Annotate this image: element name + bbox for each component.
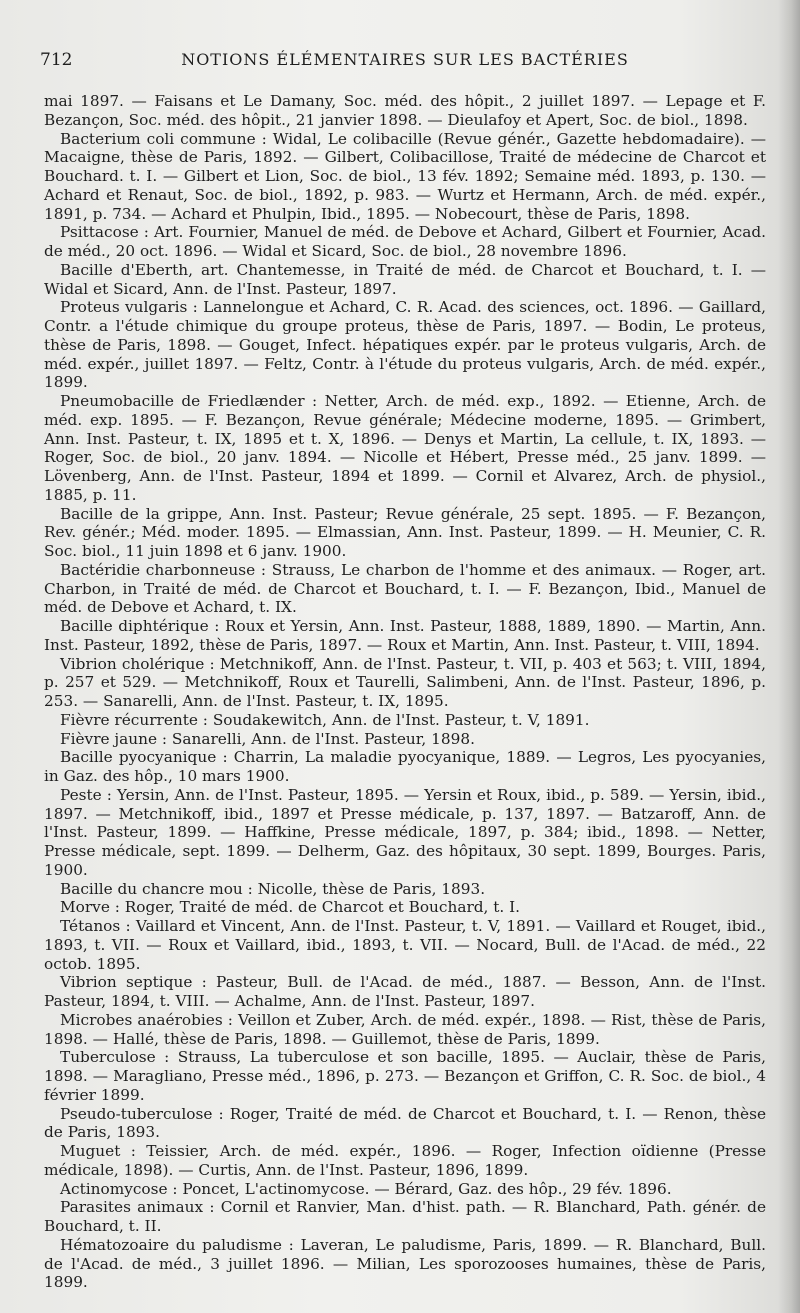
bibliography-paragraph: Morve : Roger, Traité de méd. de Charcot et Bouchard, t. I. — [60, 898, 521, 917]
bibliography-paragraph: mai 1897. — Faisans et Le Damany, Soc. méd. des hôpit., 2 juillet 1897. — Lepage et F. Bezançon, Soc. méd. des hôpit., 21 janvier 1898. — Dieulafoy et Apert, Soc. de biol., 1898. — [44, 92, 766, 129]
bibliography-paragraph: Bacille de la grippe, Ann. Inst. Pasteur; Revue générale, 25 sept. 1895. — F. Bezançon, Rev. génér.; Méd. moder. 1895. — Elmassian, Ann. Inst. Pasteur, 1899. — H. Meunier, C. R. Soc. biol., 11 juin 1898 et 6 janv. 1900. — [44, 504, 766, 560]
bibliography-paragraph: Muguet : Teissier, Arch. de méd. expér., 1896. — Roger, Infection oïdienne (Presse médicale, 1898). — Curtis, Ann. de l'Inst. Pasteur, 1896, 1899. — [44, 1142, 766, 1179]
bibliography-paragraph: Bacterium coli commune : Widal, Le colibacille (Revue génér., Gazette hebdomadaire). — Macaigne, thèse de Paris, 1892. — Gilbert, Colibacillose, Traité de médecine de Charcot et Bouchard. t. I. — Gilbert et Lion, Soc. de biol., 13 fév. 1892; Semaine méd. 1893, p. 130. — Achard et Renaut, Soc. de biol., 1892, p. 983. — Wurtz et Hermann, Arch. de méd. expér., 1891, p. 734. — Achard et Phulpin, Ibid., 1895. — Nobecourt, thèse de Paris, 1898. — [44, 129, 766, 223]
bibliography-paragraph: Pseudo-tuberculose : Roger, Traité de méd. de Charcot et Bouchard, t. I. — Renon, thèse de Paris, 1893. — [44, 1104, 766, 1142]
page-header — [40, 50, 770, 74]
running-title: NOTIONS ÉLÉMENTAIRES SUR LES BACTÉRIES — [181, 50, 629, 69]
bibliography-paragraph: Microbes anaérobies : Veillon et Zuber, Arch. de méd. expér., 1898. — Rist, thèse de Paris, 1898. — Hallé, thèse de Paris, 1898. — Guillemot, thèse de Paris, 1899. — [44, 1010, 766, 1048]
bibliography-paragraph: Tétanos : Vaillard et Vincent, Ann. de l'Inst. Pasteur, t. V, 1891. — Vaillard et Rouget, ibid., 1893, t. VII. — Roux et Vaillard, ibid., 1893, t. VII. — Nocard, Bull. de l'Acad. de méd., 22 octob. 1895. — [44, 917, 766, 973]
bibliography-paragraph: Pneumobacille de Friedlænder : Netter, Arch. de méd. exp., 1892. — Etienne, Arch. de méd. exp. 1895. — F. Bezançon, Revue générale; Médecine moderne, 1895. — Grimbert, Ann. Inst. Pasteur, t. IX, 1895 et t. X, 1896. — Denys et Martin, La cellule, t. IX, 1893. — Roger, Soc. de biol., 20 janv. 1894. — Nicolle et Hébert, Presse méd., 25 janv. 1899. — Lövenberg, Ann. de l'Inst. Pasteur, 1894 et 1899. — Cornil et Alvarez, Arch. de physiol., 1885, p. 11. — [44, 392, 766, 504]
bibliography-paragraph: Bacille pyocyanique : Charrin, La maladie pyocyanique, 1889. — Legros, Les pyocyanies, in Gaz. des hôp., 10 mars 1900. — [44, 748, 766, 785]
page-gutter-shadow — [778, 0, 800, 1313]
bibliography-paragraph: Bacille du chancre mou : Nicolle, thèse de Paris, 1893. — [60, 879, 486, 898]
bibliography-paragraph: Vibrion cholérique : Metchnikoff, Ann. de l'Inst. Pasteur, t. VII, p. 403 et 563; t. VIII, 1894, p. 257 et 529. — Metchnikoff, Roux et Taurelli, Salimbeni, Ann. de l'Inst. Pasteur, 1896, p. 253. — Sanarelli, Ann. de l'Inst. Pasteur, t. IX, 1895. — [44, 654, 766, 710]
bibliography-paragraph: Hématozoaire du paludisme : Laveran, Le paludisme, Paris, 1899. — R. Blanchard, Bull. de l'Acad. de méd., 3 juillet 1896. — Milian, Les sporozooses humaines, thèse de Paris, 1899. — [44, 1235, 766, 1292]
bibliography-paragraph: Proteus vulgaris : Lannelongue et Achard, C. R. Acad. des sciences, oct. 1896. — Gaillard, Contr. a l'étude chimique du groupe proteus, thèse de Paris, 1897. — Bodin, Le proteus, thèse de Paris, 1898. — Gouget, Infect. hépatiques expér. par le proteus vulgaris, Arch. de méd. expér., juillet 1897. — Feltz, Contr. à l'étude du proteus vulgaris, Arch. de méd. expér., 1899. — [44, 298, 766, 392]
bibliography-paragraph: Fièvre jaune : Sanarelli, Ann. de l'Inst. Pasteur, 1898. — [60, 729, 475, 748]
bibliography-paragraph: Bactéridie charbonneuse : Strauss, Le charbon de l'homme et des animaux. — Roger, art. Charbon, in Traité de méd. de Charcot et Bouchard, t. I. — F. Bezançon, Ibid., Manuel de méd. de Debove et Achard, t. IX. — [44, 560, 766, 617]
bibliography-text — [44, 92, 766, 1292]
bibliography-paragraph: Bacille diphtérique : Roux et Yersin, Ann. Inst. Pasteur, 1888, 1889, 1890. — Martin, Ann. Inst. Pasteur, 1892, thèse de Paris, 1897. — Roux et Martin, Ann. Inst. Pasteur, t. VIII, 1894. — [44, 617, 766, 654]
bibliography-paragraph: Fièvre récurrente : Soudakewitch, Ann. de l'Inst. Pasteur, t. V, 1891. — [60, 710, 590, 729]
bibliography-paragraph: Vibrion septique : Pasteur, Bull. de l'Acad. de méd., 1887. — Besson, Ann. de l'Inst. Pasteur, 1894, t. VIII. — Achalme, Ann. de l'Inst. Pasteur, 1897. — [44, 973, 766, 1010]
bibliography-paragraph: Bacille d'Eberth, art. Chantemesse, in Traité de méd. de Charcot et Bouchard, t. I. — Widal et Sicard, Ann. de l'Inst. Pasteur, 1897. — [44, 260, 766, 298]
page-number: 712 — [40, 50, 73, 70]
bibliography-paragraph: Parasites animaux : Cornil et Ranvier, Man. d'hist. path. — R. Blanchard, Path. génér. de Bouchard, t. II. — [44, 1198, 766, 1235]
bibliography-paragraph: Peste : Yersin, Ann. de l'Inst. Pasteur, 1895. — Yersin et Roux, ibid., p. 589. — Yersin, ibid., 1897. — Metchnikoff, ibid., 1897 et Presse médicale, p. 137, 1897. — Batzaroff, Ann. de l'Inst. Pasteur, 1899. — Haffkine, Presse médicale, 1897, p. 384; ibid., 1898. — Netter, Presse médicale, sept. 1899. — Delherm, Gaz. des hôpitaux, 30 sept. 1899, Bourges. Paris, 1900. — [44, 785, 766, 879]
bibliography-paragraph: Tuberculose : Strauss, La tuberculose et son bacille, 1895. — Auclair, thèse de Paris, 1898. — Maragliano, Presse méd., 1896, p. 273. — Bezançon et Griffon, C. R. Soc. de biol., 4 février 1899. — [44, 1048, 766, 1104]
bibliography-paragraph: Psittacose : Art. Fournier, Manuel de méd. de Debove et Achard, Gilbert et Fournier, Acad. de méd., 20 oct. 1896. — Widal et Sicard, Soc. de biol., 28 novembre 1896. — [44, 223, 766, 260]
bibliography-paragraph: Actinomycose : Poncet, L'actinomycose. — Bérard, Gaz. des hôp., 29 fév. 1896. — [60, 1179, 672, 1198]
